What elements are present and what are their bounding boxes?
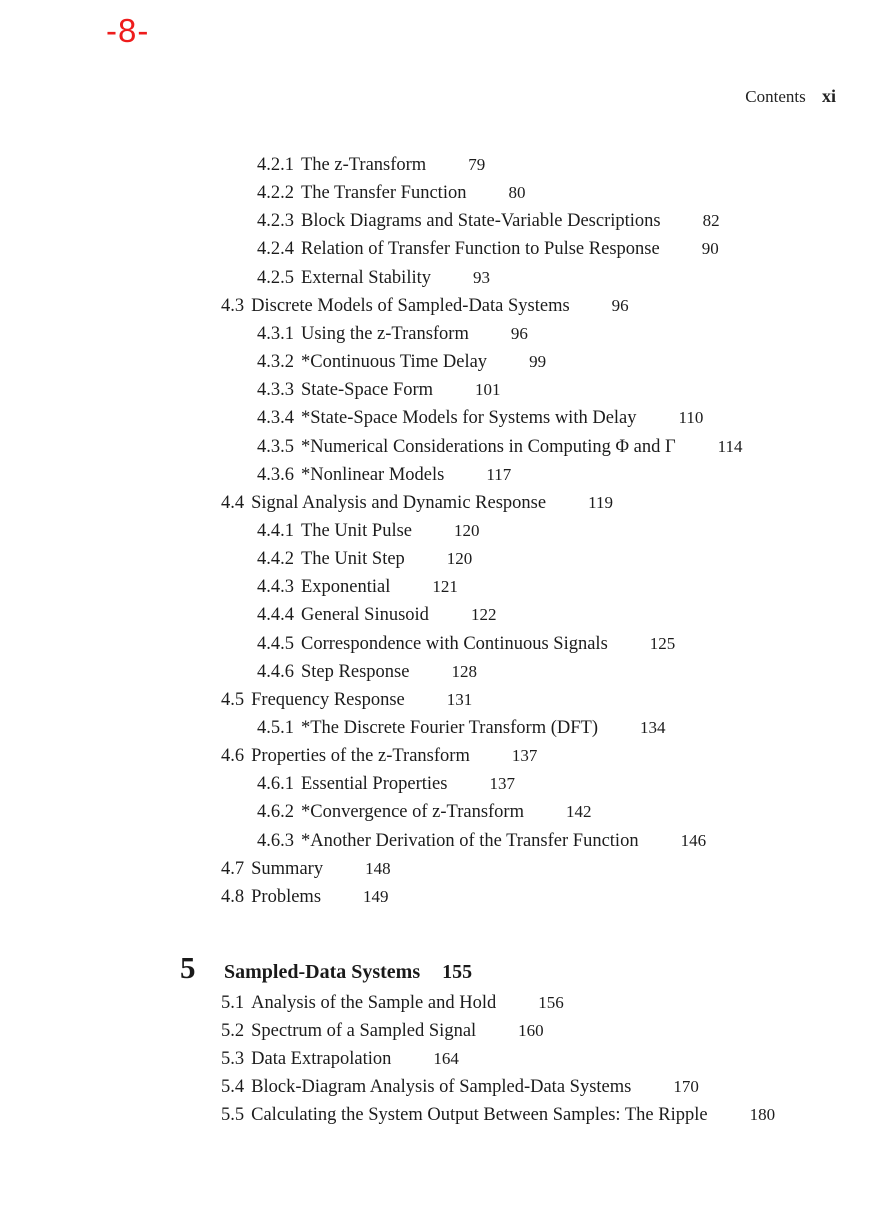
toc-entry (257, 828, 706, 854)
toc-entry (221, 856, 391, 882)
toc-entry-title: *Convergence of z-Transform (301, 802, 524, 823)
toc-entry-number: 4.8 (221, 886, 245, 907)
toc-entry-page: 99 (529, 352, 547, 372)
toc-entry-number: 4.3.4 (257, 408, 294, 429)
toc-entry-page: 137 (489, 774, 515, 794)
toc-entry-page: 170 (673, 1077, 699, 1097)
running-head-label: Contents (745, 87, 806, 106)
toc-entry (257, 574, 458, 600)
toc-entry-title: *State-Space Models for Systems with Delay (301, 408, 637, 429)
toc-entry-title: Block Diagrams and State-Variable Descriptions (301, 211, 661, 232)
toc-entry-page: 134 (639, 718, 666, 737)
toc-entry-page: 90 (701, 239, 719, 259)
toc-entry (257, 602, 496, 628)
toc-entry-title: *Numerical Considerations in Computing Φ and Γ (301, 436, 676, 457)
toc-entry-title: Problems (251, 886, 322, 907)
toc-entry-page: 79 (468, 155, 486, 174)
toc-entry-number: 4.3.1 (257, 323, 294, 344)
toc-entry-title: The Unit Pulse (301, 520, 412, 541)
toc-entry (257, 321, 528, 347)
toc-entry-page: 128 (451, 661, 477, 681)
toc-entry-title: Exponential (301, 577, 391, 598)
toc-entry-number: 4.4.2 (257, 549, 294, 570)
toc-entry-page: 137 (511, 746, 538, 766)
toc-entry-title: *Another Derivation of the Transfer Function (301, 830, 639, 851)
toc-entry (221, 293, 629, 319)
toc-entry-title: Analysis of the Sample and Hold (251, 993, 497, 1013)
toc-entry-title: Calculating the System Output Between Samples: The Ripple (251, 1105, 708, 1126)
toc-entry-number: 5.5 (221, 1105, 245, 1126)
toc-entry-number: 4.4.4 (257, 605, 294, 626)
toc-entry-page: 160 (518, 1021, 544, 1041)
toc-entry-title: The z-Transform (301, 155, 427, 175)
toc-entry-page: 148 (365, 858, 391, 878)
toc-entry-number: 4.4.1 (257, 520, 294, 541)
toc-entry-number: 4.2.2 (257, 183, 294, 204)
toc-entry-title: Properties of the z-Transform (251, 746, 470, 767)
toc-entry-title: Correspondence with Continuous Signals (301, 633, 608, 654)
toc-entry-number: 4.3.6 (257, 464, 294, 485)
toc-entry-title: Summary (251, 858, 324, 879)
toc-entry-number: 4.6.1 (257, 774, 294, 795)
toc-entry-page: 180 (749, 1105, 776, 1125)
toc-entry-number: 4.3 (221, 295, 245, 316)
toc-entry-number: 4.2.3 (257, 211, 294, 232)
toc-entry-page: 96 (510, 323, 528, 343)
toc-entry (257, 236, 719, 262)
toc-entry-number: 4.4.5 (257, 633, 294, 654)
toc-entry-title: Spectrum of a Sampled Signal (251, 1021, 477, 1042)
toc-entry-title: The Unit Step (301, 549, 405, 570)
toc-entry-title: Step Response (301, 661, 410, 682)
toc-entry (257, 799, 591, 825)
toc-entry (257, 405, 703, 431)
toc-entry-title: The Transfer Function (301, 183, 467, 204)
toc-entry (257, 265, 490, 291)
chapter-number: 5 (180, 950, 196, 985)
toc-entry-page: 156 (538, 993, 564, 1012)
toc-entry-page: 122 (470, 605, 497, 625)
toc-entry-title: Signal Analysis and Dynamic Response (251, 492, 547, 513)
toc-entry-number: 4.7 (221, 858, 245, 879)
toc-entry-number: 4.2.4 (257, 239, 294, 260)
toc-entry (221, 884, 389, 910)
running-head-page-number: xi (821, 86, 836, 106)
toc-entry (257, 377, 501, 403)
toc-entry-number: 4.6.2 (257, 802, 294, 823)
toc-entry (257, 434, 743, 460)
toc-entry-page: 110 (678, 408, 704, 428)
chapter-title: Sampled-Data Systems (224, 961, 421, 983)
toc-entry-number: 4.4.6 (257, 661, 294, 682)
toc-entry-number: 5.2 (221, 1021, 245, 1042)
toc-entry-page: 142 (565, 802, 592, 822)
page-marker: -8- (106, 12, 150, 49)
toc-entry-number: 4.2.5 (257, 267, 294, 288)
toc-entry-page: 117 (486, 464, 512, 484)
toc-entry-number: 5.1 (221, 993, 245, 1013)
toc-entry-page: 131 (446, 689, 473, 709)
toc-entry-title: Relation of Transfer Function to Pulse Response (301, 239, 660, 260)
toc-entry (257, 518, 480, 544)
running-head (745, 86, 836, 107)
chapter-page: 155 (442, 961, 473, 983)
toc-entry (221, 1074, 699, 1100)
toc-entry (221, 1018, 544, 1044)
toc-entry (221, 1046, 459, 1072)
toc-entry-number: 4.5 (221, 689, 245, 710)
toc-entry-title: Frequency Response (251, 689, 405, 710)
toc-entry-title: General Sinusoid (301, 605, 429, 626)
toc-entry (257, 180, 525, 206)
toc-entry-page: 82 (702, 211, 720, 231)
toc-entry-number: 4.2.1 (257, 155, 294, 175)
toc-entry-page: 164 (433, 1049, 459, 1069)
toc-entry-page: 101 (475, 380, 501, 400)
toc-entry (221, 490, 613, 516)
toc-entry-number: 5.3 (221, 1049, 245, 1070)
toc-entry (257, 715, 665, 741)
toc-entry-number: 4.4.3 (257, 577, 294, 598)
toc-entry-page: 119 (588, 492, 613, 512)
toc-entry (221, 743, 537, 769)
toc-entry-number: 4.3.5 (257, 436, 294, 457)
toc-entry-title: Discrete Models of Sampled-Data Systems (251, 295, 570, 316)
toc-entry (257, 546, 472, 572)
toc-entry-title: *Continuous Time Delay (301, 352, 488, 373)
toc-entry-title: Using the z-Transform (301, 323, 469, 344)
toc-entry-title: State-Space Form (301, 380, 434, 401)
toc-entry (221, 1102, 775, 1128)
chapter-heading (180, 950, 472, 986)
toc-entry-number: 4.4 (221, 492, 245, 513)
toc-entry-page: 121 (432, 577, 458, 597)
toc-entry-title: *Nonlinear Models (301, 464, 445, 485)
toc-entry-page: 149 (363, 886, 389, 906)
toc-entry (257, 631, 675, 657)
toc-entry-page: 120 (454, 520, 480, 540)
toc-entry-title: Block-Diagram Analysis of Sampled-Data Systems (251, 1077, 632, 1098)
toc-entry-title: *The Discrete Fourier Transform (DFT) (301, 718, 598, 738)
toc-entry (257, 349, 546, 375)
toc-entry-page: 146 (680, 830, 707, 850)
toc-entry-number: 4.3.2 (257, 352, 294, 373)
toc-entry (257, 152, 485, 178)
toc-entry-number: 4.6 (221, 746, 245, 767)
toc-entry (257, 208, 720, 234)
toc-entry-number: 5.4 (221, 1077, 245, 1098)
toc-entry-title: Essential Properties (301, 774, 448, 795)
toc-entry-title: External Stability (301, 267, 431, 288)
toc-entry (221, 687, 472, 713)
toc-entry-page: 125 (649, 633, 676, 653)
toc-entry-number: 4.6.3 (257, 830, 294, 851)
toc-entry-number: 4.3.3 (257, 380, 294, 401)
toc-entry-page: 96 (611, 295, 629, 315)
toc-entry-page: 80 (508, 183, 526, 203)
toc-entry (257, 771, 515, 797)
toc-entry-page: 120 (446, 549, 473, 569)
toc-entry-page: 93 (473, 267, 490, 287)
toc-entry (257, 659, 477, 685)
toc-entry-title: Data Extrapolation (251, 1049, 392, 1070)
toc-entry (221, 990, 564, 1016)
toc-entry (257, 462, 511, 488)
toc-entry-page: 114 (717, 436, 743, 456)
toc-entry-number: 4.5.1 (257, 718, 294, 738)
